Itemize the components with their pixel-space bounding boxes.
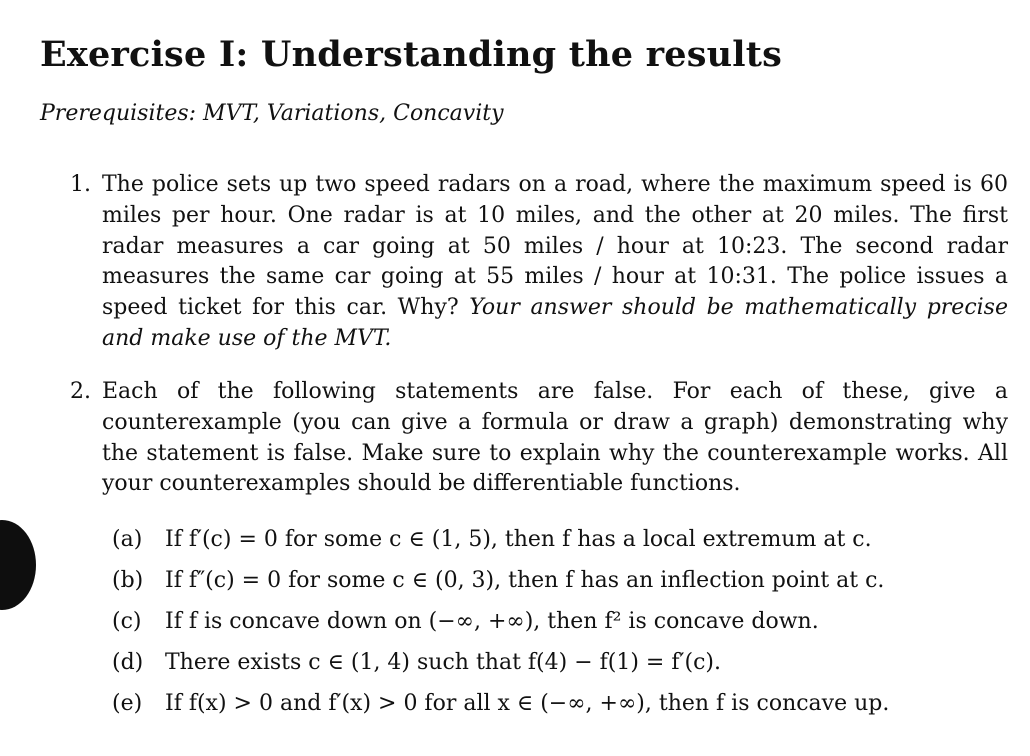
subquestion-text: If f(x) > 0 and f′(x) > 0 for all x ∈ (−∞, +∞), then f is concave up. (165, 691, 890, 716)
exercise-title: Exercise I: Understanding the results (40, 34, 783, 75)
subquestion-text: If f″(c) = 0 for some c ∈ (0, 3), then f has an inflection point at c. (165, 568, 885, 593)
question-emphasis: Your answer should be mathematically precise and make use of the MVT. (102, 295, 1008, 351)
subquestion-a (112, 527, 872, 552)
dark-edge-blob (0, 520, 36, 610)
question-2 (70, 377, 1008, 500)
subquestion-label: (e) (112, 691, 143, 716)
question-number: 1. (70, 172, 91, 197)
subquestion-e (112, 691, 889, 716)
subquestion-label: (c) (112, 609, 142, 634)
subquestion-b (112, 568, 884, 593)
subquestion-d (112, 650, 721, 675)
question-body (102, 170, 1008, 355)
subquestion-label: (a) (112, 527, 143, 552)
question-text: Each of the following statements are false. For each of these, give a counterexample (you can give a formula or draw a graph) demonstrating why the statement is false. Make sure to explain why the counterexample works. All your counterexamples should be differentiable functions. (102, 379, 1008, 497)
question-number: 2. (70, 379, 91, 404)
question-1 (70, 170, 1008, 355)
subquestion-c (112, 609, 819, 634)
subquestion-text: There exists c ∈ (1, 4) such that f(4) − f(1) = f′(c). (165, 650, 721, 675)
question-text: The police sets up two speed radars on a road, where the maximum speed is 60 miles per hour. One radar is at 10 miles, and the other at 20 miles. The first radar measures a car going at 50 miles / hour at 10:23. The second radar measures the same car going at 55 miles / hour at 10:31. The police issues a speed ticket for this car. Why? (102, 172, 1008, 321)
subquestion-text: If f′(c) = 0 for some c ∈ (1, 5), then f has a local extremum at c. (165, 527, 872, 552)
subquestion-label: (b) (112, 568, 144, 593)
subquestion-text: If f is concave down on (−∞, +∞), then f² is concave down. (165, 609, 819, 634)
prerequisites-line: Prerequisites: MVT, Variations, Concavity (40, 101, 504, 126)
subquestion-label: (d) (112, 650, 144, 675)
